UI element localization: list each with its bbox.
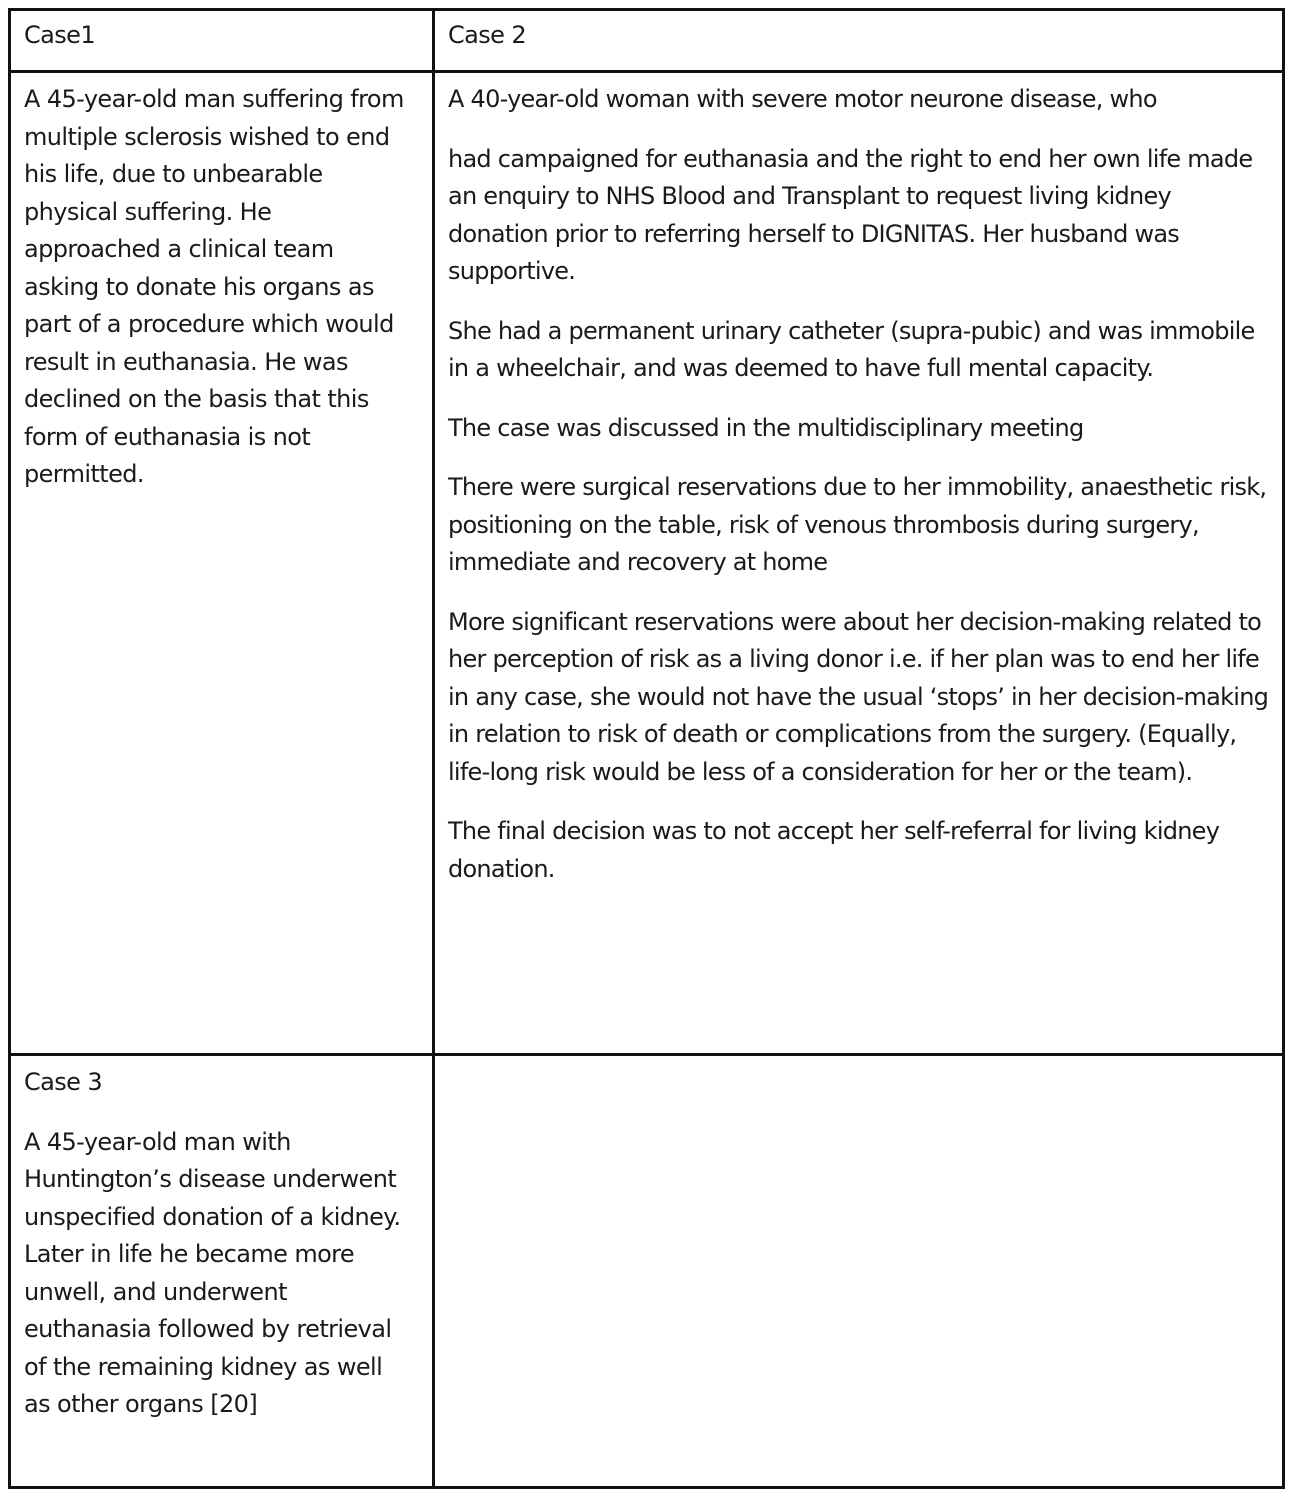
case3-title: Case 3 <box>24 1068 103 1096</box>
case2-paragraph: She had a permanent urinary catheter (supra-pubic) and was immobile in a wheelchair, and was deemed to have full mental capacity. <box>448 316 1255 382</box>
empty-cell <box>435 1056 1282 1486</box>
case2-paragraph: The case was discussed in the multidisciplinary meeting <box>448 413 1084 442</box>
case3-cell <box>11 1056 435 1486</box>
case1-header-cell <box>11 11 435 73</box>
case1-title: Case1 <box>24 21 96 49</box>
case1-body: A 45-year-old man suffering from multiple sclerosis wished to end his life, due to unbearable physical suffering. He approached a clinical team asking to donate his organs as part of a procedure which would result in euthanasia. He was declined on the basis that this form of euthanasia is not permitted. <box>24 85 404 488</box>
case2-paragraph: A 40-year-old woman with severe motor neurone disease, who <box>448 85 1157 113</box>
case-table <box>8 8 1285 1489</box>
case1-body-cell <box>11 73 435 1056</box>
case3-body: A 45-year-old man with Huntington’s disease underwent unspecified donation of a kidney. Later in life he became more unwell, and underwent euthanasia followed by retrieval of the remaining kidney as well as other organs [20] <box>24 1127 401 1418</box>
case2-body-cell <box>435 73 1282 1056</box>
case2-paragraph: There were surgical reservations due to her immobility, anaesthetic risk, positioning on the table, risk of venous thrombosis during surgery, immediate and recovery at home <box>448 473 1267 576</box>
case2-title: Case 2 <box>448 21 527 49</box>
case2-paragraph: More significant reservations were about her decision-making related to her perception of risk as a living donor i.e. if her plan was to end her life in any case, she would not have the usual ‘stops’ in her decision-making in relation to risk of death or complications from the surgery. (Equally, life-long risk would be less of a consideration for her or the team). <box>448 607 1269 786</box>
case2-paragraph: The final decision was to not accept her self-referral for living kidney donation. <box>448 817 1220 883</box>
case2-header-cell <box>435 11 1282 73</box>
case2-paragraph: had campaigned for euthanasia and the right to end her own life made an enquiry to NHS Blood and Transplant to request living kidney donation prior to referring herself to DIGNITAS. Her husband was supportive. <box>448 144 1253 285</box>
